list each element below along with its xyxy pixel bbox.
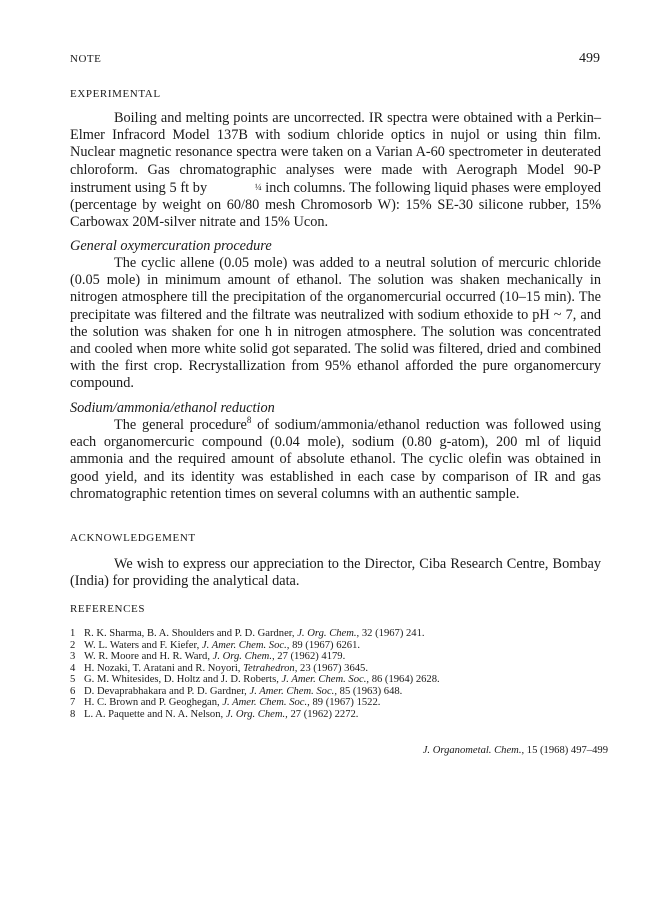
page-number: 499 xyxy=(579,51,600,66)
reference-number: 3 xyxy=(70,651,76,662)
fraction: ¼ xyxy=(254,181,262,192)
reference-marker: 8 xyxy=(246,415,252,426)
journal-citation: J. Organometal. Chem., 15 (1968) 497–499 xyxy=(422,745,608,756)
acknowledgement-heading: ACKNOWLEDGEMENT xyxy=(70,532,196,544)
reference-journal: J. Org. Chem., xyxy=(212,651,275,662)
reference-authors: W. R. Moore and H. R. Ward, xyxy=(84,651,210,662)
reference-journal: J. Amer. Chem. Soc., xyxy=(249,685,337,697)
reference-text xyxy=(84,651,345,663)
reference-number: 4 xyxy=(70,662,76,674)
reference-text xyxy=(84,674,440,686)
reduction-section xyxy=(70,417,601,503)
reference-item xyxy=(70,686,610,698)
reference-authors: H. Nozaki, T. Aratani and R. Noyori, xyxy=(84,662,241,674)
reference-authors: W. L. Waters and F. Kiefer, xyxy=(84,639,200,651)
reference-details: 89 (1967) 1522. xyxy=(312,697,381,708)
reference-item xyxy=(70,674,610,686)
reference-item xyxy=(70,640,610,652)
reference-authors: L. A. Paquette and N. A. Nelson, xyxy=(84,708,224,720)
reference-number: 5 xyxy=(70,674,76,685)
reference-authors: D. Devaprabhakara and P. D. Gardner, xyxy=(84,685,247,697)
reference-number: 2 xyxy=(70,639,76,651)
reference-details: 86 (1964) 2628. xyxy=(371,674,440,685)
reference-authors: G. M. Whitesides, D. Holtz and J. D. Roberts, xyxy=(84,674,279,685)
reference-journal: Tetrahedron, xyxy=(243,662,298,674)
reference-item xyxy=(70,697,610,709)
reference-details: 27 (1962) 2272. xyxy=(290,708,359,720)
reference-text xyxy=(84,663,368,675)
reference-text xyxy=(84,640,360,652)
reference-number: 7 xyxy=(70,697,76,708)
experimental-heading: EXPERIMENTAL xyxy=(70,88,161,100)
reference-details: 32 (1967) 241. xyxy=(361,628,425,639)
oxymercuration-section xyxy=(70,255,601,393)
reference-item xyxy=(70,709,610,721)
reference-text xyxy=(84,686,402,698)
experimental-paragraph: Boiling and melting points are uncorrected. IR spectra were obtained with a Perkin–Elmer Infracord Model 137B with sodium chloride optics in nujol or using thin film. Nuclear magnetic resonance spectra were taken on a Varian A-60 spectrometer in deuterated chloroform. Gas chromatographic analyses were made with Aerograph Model 90-P instrument using 5 ft by ¼ inch columns. The following liquid phases were employed (percentage by weight on 60/80 mesh Chromosorb W): 15% SE-30 silicone rubber, 15% Carbowax 20M-silver nitrate and 15% Ucon. xyxy=(70,110,601,231)
reference-item xyxy=(70,663,610,675)
acknowledgement-paragraph: We wish to express our appreciation to the Director, Ciba Research Centre, Bombay (India) for providing the analytical data. xyxy=(70,556,601,590)
reference-number: 8 xyxy=(70,708,76,720)
references-list xyxy=(70,628,610,720)
reference-journal: J. Org. Chem., xyxy=(225,708,288,720)
oxymercuration-paragraph: The cyclic allene (0.05 mole) was added to a neutral solution of mercuric chloride (0.05 mole) in minimum amount of ethanol. The solution was shaken mechanically in nitrogen atmosphere till the precipitation of the organomercurial occurred (10–15 min). The precipitate was filtered and the filtrate was neutralized with sodium ethoxide to pH ~ 7, and the solution was shaken for one h in nitrogen atmosphere. The solution was concentrated and cooled when more white solid got separated. The solid was filtered, dried and combined with the first crop. Recrystallization from 95% ethanol afforded the pure organomercury compound. xyxy=(70,255,601,392)
oxymercuration-heading: General oxymercuration procedure xyxy=(70,238,272,254)
experimental-section xyxy=(70,110,601,231)
reference-journal: J. Org. Chem., xyxy=(297,628,360,639)
reference-authors: H. C. Brown and P. Geoghegan, xyxy=(84,697,220,708)
reference-journal: J. Amer. Chem. Soc., xyxy=(201,639,290,651)
reference-text xyxy=(84,628,425,640)
reference-journal: J. Amer. Chem. Soc., xyxy=(281,674,370,685)
reference-authors: R. K. Sharma, B. A. Shoulders and P. D. Gardner, xyxy=(84,628,295,639)
reference-number: 6 xyxy=(70,685,76,697)
reference-details: 27 (1962) 4179. xyxy=(277,651,346,662)
reduction-heading: Sodium/ammonia/ethanol reduction xyxy=(70,400,275,416)
reference-journal: J. Amer. Chem. Soc., xyxy=(222,697,310,708)
reference-item xyxy=(70,628,610,640)
reference-text xyxy=(84,709,358,721)
reference-details: 89 (1967) 6261. xyxy=(292,639,361,651)
reduction-paragraph: The general procedure$^8$ of sodium/ammonia/ethanol reduction was followed using each organomercuric compound (0.04 mole), sodium (0.80 g-atom), 200 ml of liquid ammonia and the required amount of absolute ethanol. The cyclic olefin was obtained in good yield, and its identity was established in each case by comparison of IR and gas chromatographic retention times on several columns with an authentic sample. xyxy=(70,415,601,502)
reference-number: 1 xyxy=(70,628,76,639)
reference-details: 85 (1963) 648. xyxy=(339,685,403,697)
reference-item xyxy=(70,651,610,663)
acknowledgement-section xyxy=(70,556,601,590)
reference-text xyxy=(84,697,380,709)
references-heading: REFERENCES xyxy=(70,603,146,615)
reference-details: 23 (1967) 3645. xyxy=(300,662,368,674)
running-title: NOTE xyxy=(70,53,102,65)
